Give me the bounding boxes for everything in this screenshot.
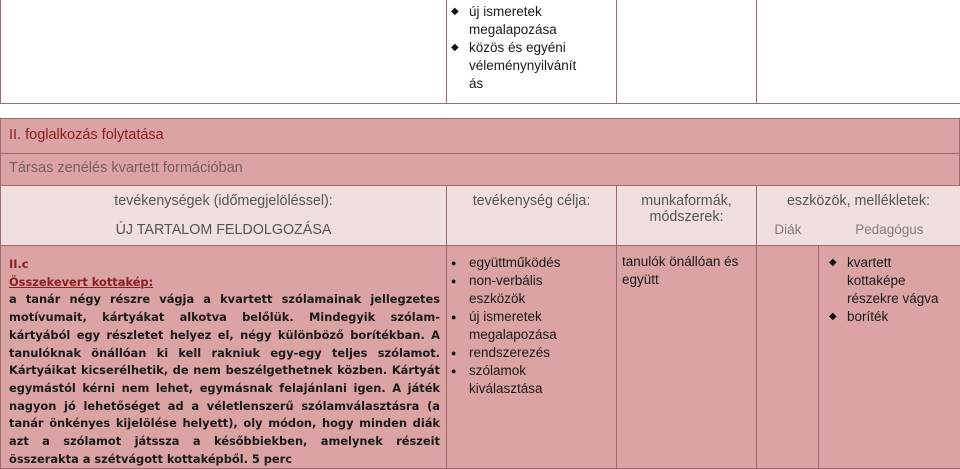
teacher-tools-cell <box>819 246 960 469</box>
goal-item: ● rendszerezés <box>447 344 589 362</box>
top-continuation-table <box>0 0 960 104</box>
new-content-header: ÚJ TARTALOM FELDOLGOZÁSA <box>1 222 446 238</box>
section-heading-table <box>0 118 960 186</box>
top-goal-item: ◆ közös és egyéni véleménynyilvánít ás <box>447 39 585 93</box>
work-form: tanulók önállóan és együtt <box>617 246 756 289</box>
work-form-cell <box>617 246 757 469</box>
student-tools-cell <box>757 246 819 469</box>
goal-item: ● non-verbális eszközök <box>447 272 589 308</box>
subsection-heading: Társas zenélés kvartett formációban <box>9 160 243 176</box>
section-heading: II. foglalkozás folytatása <box>9 127 164 143</box>
goal-item: ● szólamok kiválasztása <box>447 362 589 398</box>
goal-item: ● együttműködés <box>447 254 589 272</box>
activity-table <box>0 185 960 469</box>
activity-description: a tanár négy részre vágja a kvartett szólamainak jellegzetes motívumait, kártyákat alkotva belőlük. Mindegyik szólam-kártyából egy részletet helyez el, négy különböző borítékban. A tanulóknak önállóan ki kell rakniuk egy-egy teljes szólamot. Kártyáikat kicserélhetik, de nem beszélgethetnek közben. Kártyát egymástól kérni nem lehet, egymásnak felajánlani igen. A játék nagyon jó lehetőséget ad a véletlenszerű szólamválasztásra (a tanár önkényes kijelölése helyett), oly módon, hogy minden diák azt a szólamot játssza a későbbiekben, amelynek részeit összerakta a szétvágott kottaképből. 5 perc <box>9 291 440 468</box>
goal-item: ● új ismeretek megalapozása <box>447 308 589 344</box>
goals-list <box>447 246 589 398</box>
activity-code: II.c <box>9 256 440 274</box>
teacher-tools-list <box>819 246 943 326</box>
teacher-header: Pedagógus <box>819 222 960 237</box>
teacher-tool-item: ◆ boríték <box>825 308 943 326</box>
goals-cell <box>447 246 617 469</box>
work-forms-header: munkaformák, módszerek: <box>617 193 756 225</box>
activities-header: tevékenységek (időmegjelöléssel): <box>1 193 446 209</box>
activity-goal-header: tevékenység célja: <box>447 193 616 209</box>
tools-header: eszközök, mellékletek: <box>757 193 960 209</box>
student-header: Diák <box>757 222 819 237</box>
top-goals-list <box>447 0 585 93</box>
activity-cell <box>1 246 447 469</box>
top-goal-item: ◆ új ismeretek megalapozása <box>447 3 585 39</box>
teacher-tool-item: ◆ kvartett kottaképe részekre vágva <box>825 254 943 308</box>
top-goals-cell <box>447 0 617 103</box>
activity-title: Összekevert kottakép: <box>9 274 440 292</box>
